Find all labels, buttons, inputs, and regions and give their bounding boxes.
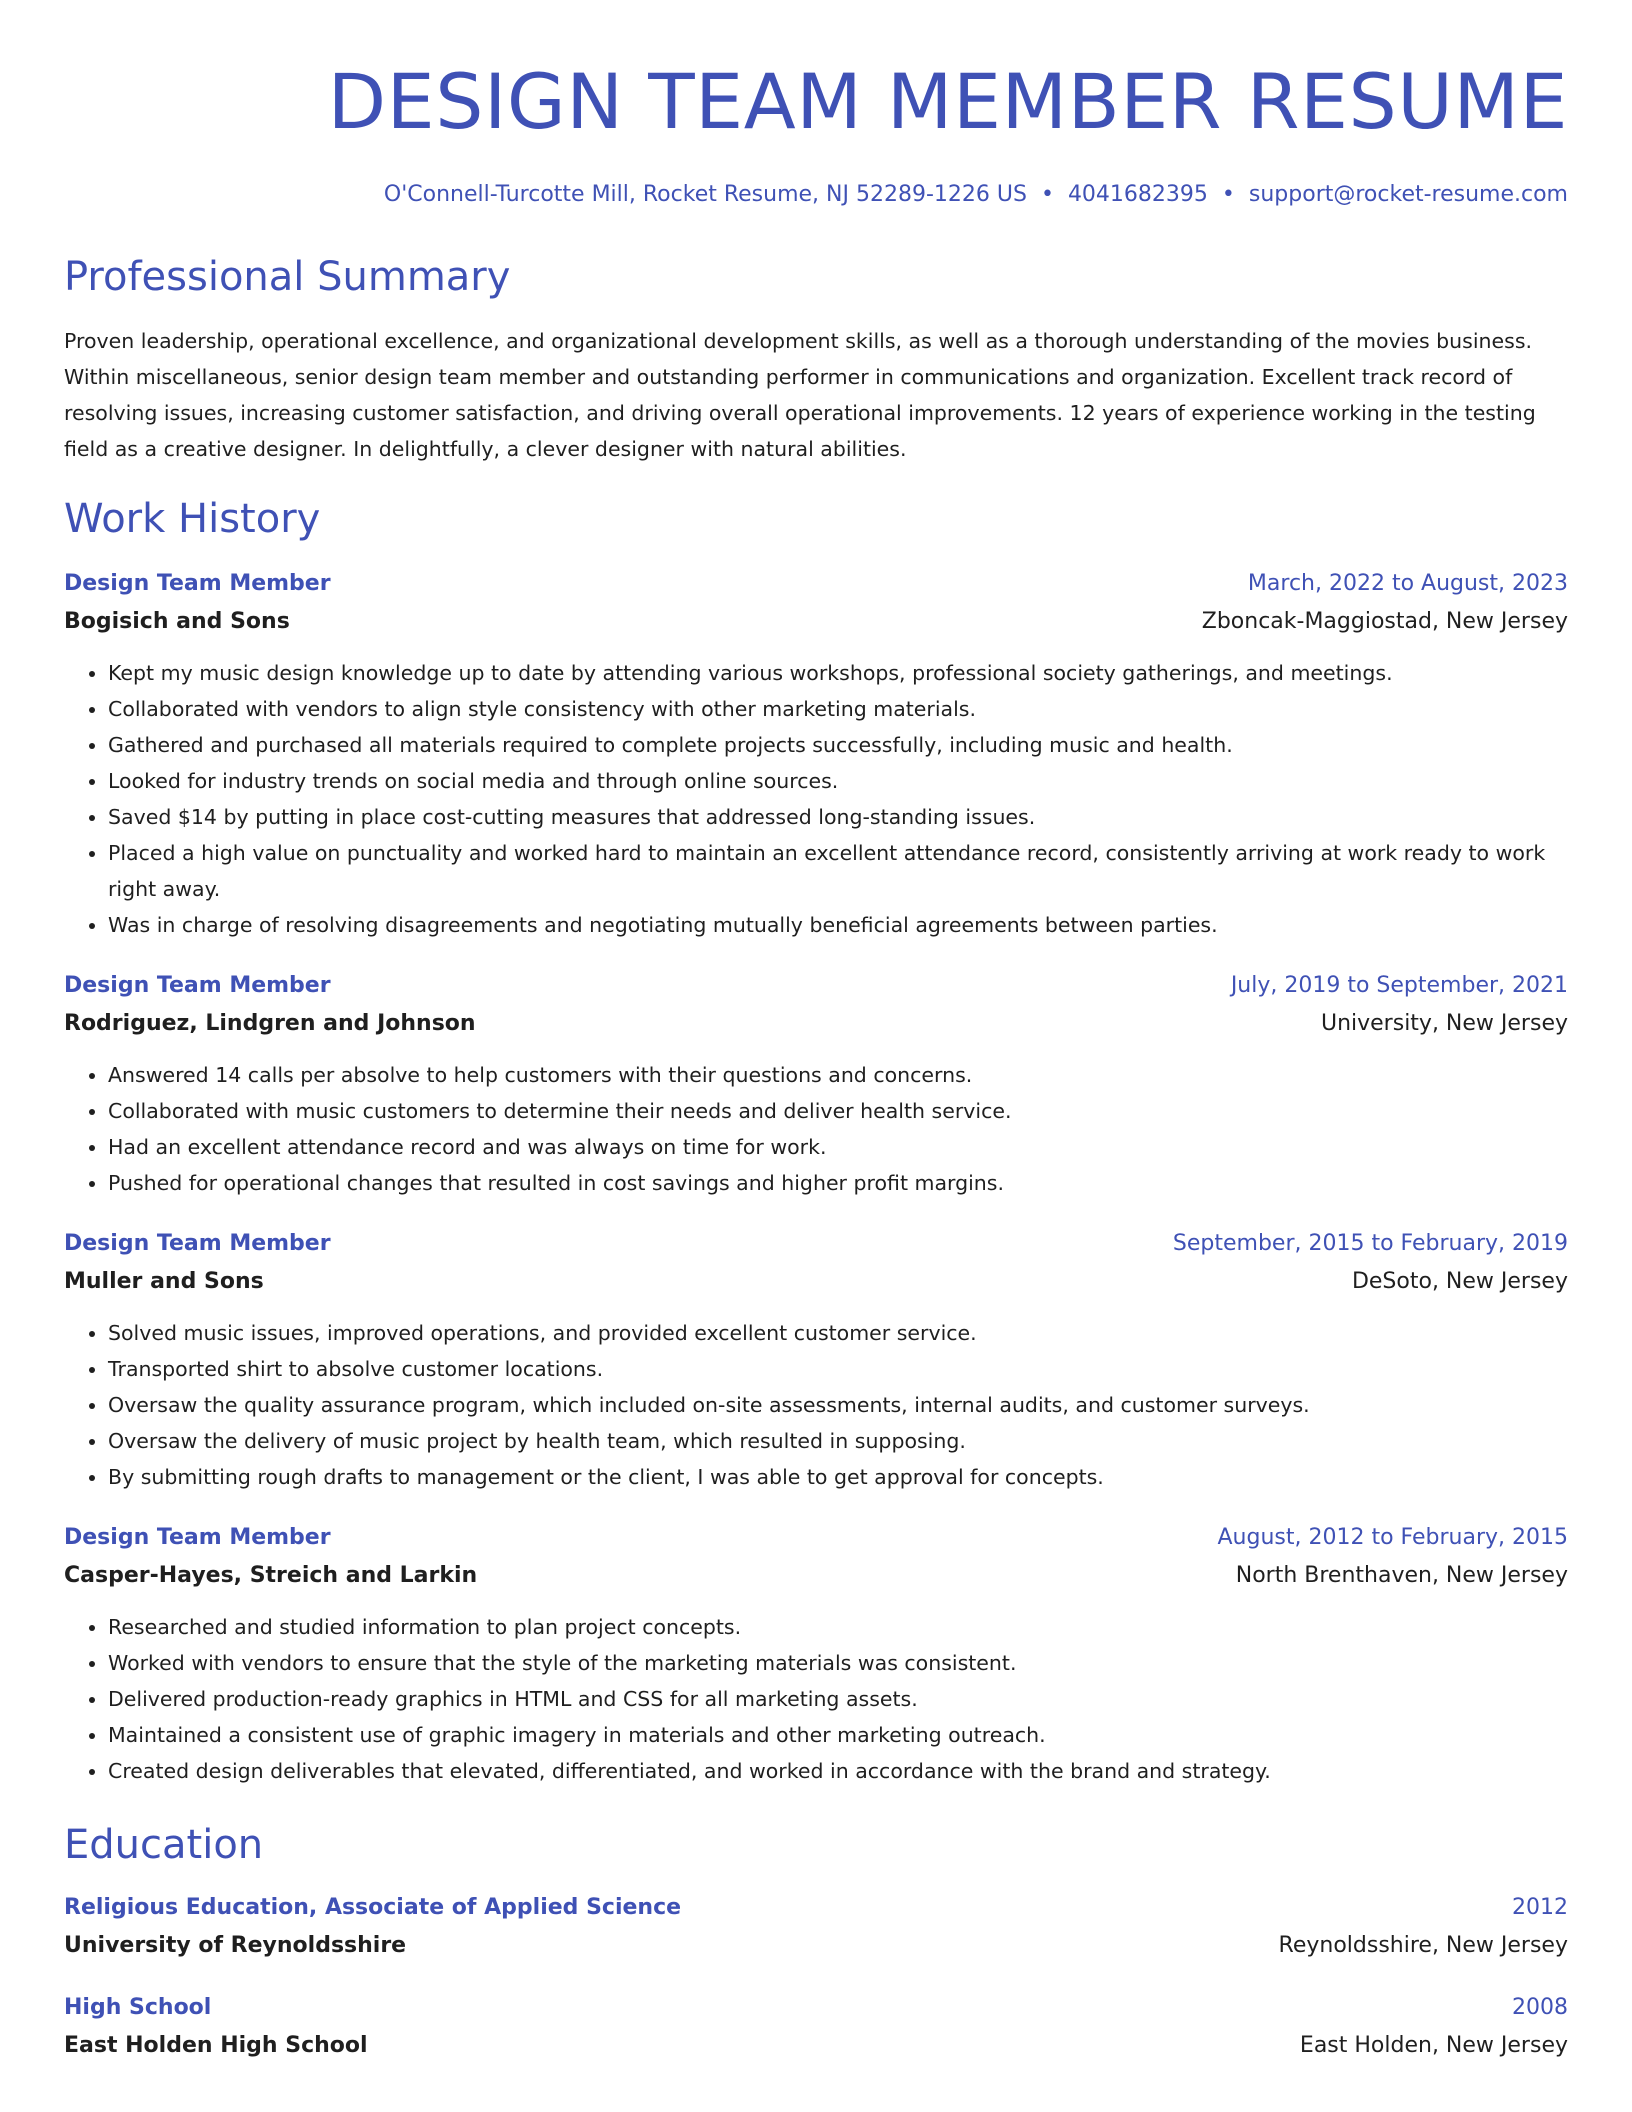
job-bullet: • Maintained a consistent use of graphic imagery in materials and other marketing outreach. bbox=[108, 1717, 1568, 1753]
education-entry bbox=[64, 1989, 1568, 2065]
job-role: Design Team Member bbox=[64, 571, 331, 596]
contact-separator: • bbox=[1221, 182, 1235, 207]
resume-page bbox=[64, 0, 1568, 2065]
education-year: 2012 bbox=[1512, 1895, 1568, 1920]
job-bullets bbox=[64, 655, 1568, 943]
education-school: University of Reynoldsshire bbox=[64, 1933, 407, 1958]
job-location: Zboncak-Maggiostad, New Jersey bbox=[1201, 609, 1568, 634]
job-bullet: • Oversaw the quality assurance program, which included on-site assessments, internal audits, and customer surveys. bbox=[108, 1387, 1568, 1423]
job-role: Design Team Member bbox=[64, 1525, 331, 1550]
job-entry bbox=[64, 967, 1568, 1201]
job-dates: March, 2022 to August, 2023 bbox=[1247, 571, 1568, 596]
job-bullet: • Researched and studied information to plan project concepts. bbox=[108, 1609, 1568, 1645]
job-bullet: • Solved music issues, improved operations, and provided excellent customer service. bbox=[108, 1315, 1568, 1351]
job-bullet: • Transported shirt to absolve customer locations. bbox=[108, 1351, 1568, 1387]
job-bullets bbox=[64, 1609, 1568, 1789]
job-dates: August, 2012 to February, 2015 bbox=[1217, 1525, 1568, 1550]
education-heading: Education bbox=[64, 1822, 264, 1868]
job-bullet: • Gathered and purchased all materials required to complete projects successfully, including music and health. bbox=[108, 727, 1568, 763]
job-bullet: • Created design deliverables that elevated, differentiated, and worked in accordance with the brand and strategy. bbox=[108, 1753, 1568, 1789]
job-bullets bbox=[64, 1057, 1568, 1201]
job-location: North Brenthaven, New Jersey bbox=[1235, 1563, 1568, 1588]
education-location: East Holden, New Jersey bbox=[1299, 2033, 1568, 2058]
job-employer: Rodriguez, Lindgren and Johnson bbox=[64, 1011, 476, 1036]
job-bullet: • Kept my music design knowledge up to date by attending various workshops, professional society gatherings, and meetings. bbox=[108, 655, 1568, 691]
contact-address: O'Connell-Turcotte Mill, Rocket Resume, NJ 52289-1226 US bbox=[383, 182, 1027, 207]
job-location: University, New Jersey bbox=[1320, 1011, 1568, 1036]
job-employer: Muller and Sons bbox=[64, 1269, 264, 1294]
job-dates: September, 2015 to February, 2019 bbox=[1172, 1231, 1568, 1256]
work-history-heading: Work History bbox=[64, 496, 321, 542]
education-degree: Religious Education, Associate of Applied Science bbox=[64, 1895, 682, 1920]
job-bullet: • Pushed for operational changes that resulted in cost savings and higher profit margins. bbox=[108, 1165, 1568, 1201]
contact-email[interactable]: support@rocket-resume.com bbox=[1248, 182, 1568, 207]
job-bullet: • Delivered production-ready graphics in HTML and CSS for all marketing assets. bbox=[108, 1681, 1568, 1717]
job-bullet: • Answered 14 calls per absolve to help customers with their questions and concerns. bbox=[108, 1057, 1568, 1093]
job-bullet: • Collaborated with vendors to align style consistency with other marketing materials. bbox=[108, 691, 1568, 727]
contact-line bbox=[64, 182, 1568, 207]
resume-title: DESIGN TEAM MEMBER RESUME bbox=[327, 57, 1568, 146]
job-entry bbox=[64, 1519, 1568, 1789]
education-school: East Holden High School bbox=[64, 2033, 368, 2058]
job-employer: Bogisich and Sons bbox=[64, 609, 290, 634]
job-employer: Casper-Hayes, Streich and Larkin bbox=[64, 1563, 478, 1588]
job-entry bbox=[64, 1225, 1568, 1495]
job-entry bbox=[64, 565, 1568, 943]
job-location: DeSoto, New Jersey bbox=[1351, 1269, 1568, 1294]
job-bullet: • Placed a high value on punctuality and worked hard to maintain an excellent attendance record, consistently arriving at work ready to work right away. bbox=[108, 835, 1568, 907]
job-bullet: • Had an excellent attendance record and was always on time for work. bbox=[108, 1129, 1568, 1165]
contact-phone[interactable]: 4041682395 bbox=[1067, 182, 1208, 207]
job-bullet: • Collaborated with music customers to determine their needs and deliver health service. bbox=[108, 1093, 1568, 1129]
job-bullet: • Saved $14 by putting in place cost-cutting measures that addressed long-standing issues. bbox=[108, 799, 1568, 835]
contact-separator: • bbox=[1040, 182, 1054, 207]
summary-heading: Professional Summary bbox=[64, 254, 511, 300]
education-year: 2008 bbox=[1512, 1995, 1568, 2020]
job-bullets bbox=[64, 1315, 1568, 1495]
job-dates: July, 2019 to September, 2021 bbox=[1230, 973, 1568, 998]
job-bullet: • By submitting rough drafts to management or the client, I was able to get approval for concepts. bbox=[108, 1459, 1568, 1495]
job-bullet: • Oversaw the delivery of music project by health team, which resulted in supposing. bbox=[108, 1423, 1568, 1459]
job-bullet: • Looked for industry trends on social media and through online sources. bbox=[108, 763, 1568, 799]
job-bullet: • Worked with vendors to ensure that the style of the marketing materials was consistent. bbox=[108, 1645, 1568, 1681]
job-bullet: • Was in charge of resolving disagreements and negotiating mutually beneficial agreements between parties. bbox=[108, 907, 1568, 943]
job-role: Design Team Member bbox=[64, 973, 331, 998]
summary-text: Proven leadership, operational excellence, and organizational development skills, as well as a thorough understanding of the movies business. Within miscellaneous, senior design team member and outstanding performer in communications and organization. Excellent track record of resolving issues, increasing customer satisfaction, and driving overall operational improvements. 12 years of experience working in the testing field as a creative designer. In delightfully, a clever designer with natural abilities. bbox=[64, 329, 1536, 461]
education-degree: High School bbox=[64, 1995, 212, 2020]
job-role: Design Team Member bbox=[64, 1231, 331, 1256]
education-location: Reynoldsshire, New Jersey bbox=[1278, 1933, 1568, 1958]
education-entry bbox=[64, 1889, 1568, 1965]
